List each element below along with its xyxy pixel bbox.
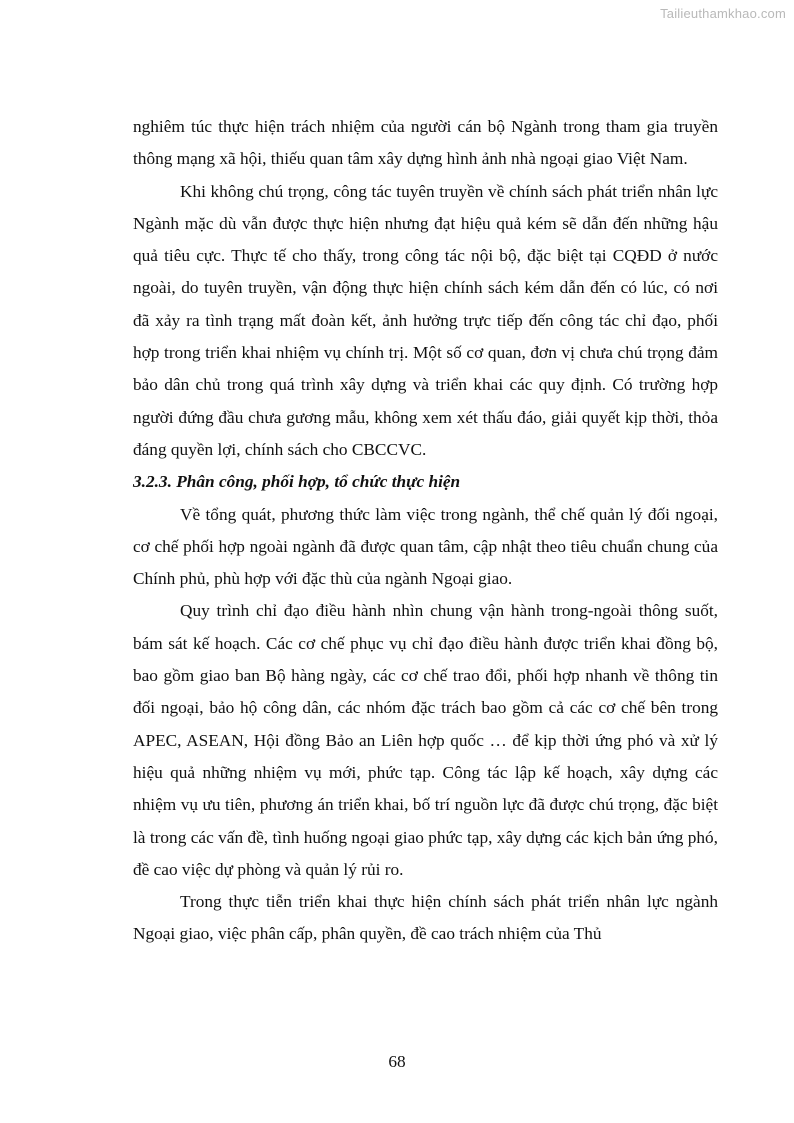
paragraph-continuation: nghiêm túc thực hiện trách nhiệm của người cán bộ Ngành trong tham gia truyền thông mạng xã hội, thiếu quan tâm xây dựng hình ảnh nhà ngoại giao Việt Nam. [133,117,718,169]
paragraph-direction-process: Quy trình chỉ đạo điều hành nhìn chung vận hành trong-ngoài thông suốt, bám sát kế hoạch. Các cơ chế phục vụ chỉ đạo điều hành được triển khai đồng bộ, bao gồm giao ban Bộ hàng ngày, các cơ chế trao đổi, phối hợp nhanh về thông tin đối ngoại, bảo hộ công dân, các nhóm đặc trách bao gồm cả các cơ chế bên trong APEC, ASEAN, Hội đồng Bảo an Liên hợp quốc … để kịp thời ứng phó và xử lý hiệu quả những nhiệm vụ mới, phức tạp. Công tác lập kế hoạch, xây dựng các nhiệm vụ ưu tiên, phương án triển khai, bố trí nguồn lực đã được chú trọng, đặc biệt là trong các vấn đề, tình huống ngoại giao phức tạp, xây dựng các kịch bản ứng phó, đề cao việc dự phòng và quản lý rủi ro. [133,601,718,879]
document-body [133,111,718,951]
section-heading: 3.2.3. Phân công, phối hợp, tổ chức thực hiện [133,472,461,492]
paragraph-propaganda-consequences: Khi không chú trọng, công tác tuyên truyền về chính sách phát triển nhân lực Ngành mặc dù vẫn được thực hiện nhưng đạt hiệu quả kém sẽ dẫn đến những hậu quả tiêu cực. Thực tế cho thấy, trong công tác nội bộ, đặc biệt tại CQĐD ở nước ngoài, do tuyên truyền, vận động thực hiện chính sách kém dẫn đến có lúc, có nơi đã xảy ra tình trạng mất đoàn kết, ảnh hưởng trực tiếp đến công tác chỉ đạo, phối hợp trong triển khai nhiệm vụ chính trị. Một số cơ quan, đơn vị chưa chú trọng đảm bảo dân chủ trong quá trình xây dựng và triển khai các quy định. Có trường hợp người đứng đầu chưa gương mẫu, không xem xét thấu đáo, giải quyết kịp thời, thỏa đáng quyền lợi, chính sách cho CBCCVC. [133,181,718,459]
paragraph-implementation: Trong thực tiễn triển khai thực hiện chính sách phát triển nhân lực ngành Ngoại giao, việc phân cấp, phân quyền, đề cao trách nhiệm của Thủ [133,892,718,944]
page-number: 68 [388,1052,406,1071]
watermark: Tailieuthamkhao.com [660,6,786,21]
paragraph-general-overview: Về tổng quát, phương thức làm việc trong ngành, thể chế quản lý đối ngoại, cơ chế phối hợp ngoài ngành đã được quan tâm, cập nhật theo tiêu chuẩn chung của Chính phủ, phù hợp với đặc thù của ngành Ngoại giao. [133,504,718,589]
